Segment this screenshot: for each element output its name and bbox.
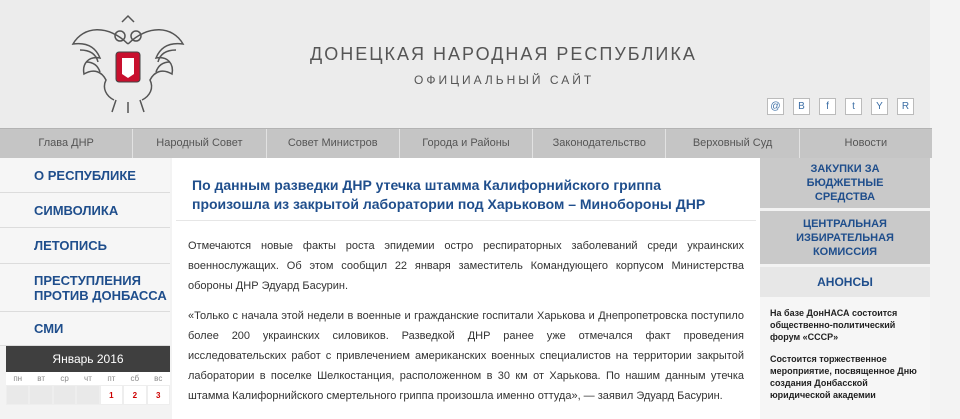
site-header — [0, 0, 960, 128]
announcement-item[interactable]: Состоится торжественное мероприятие, посвященное Дню создания Донбасской юридической академии — [770, 354, 917, 400]
calendar-widget — [6, 346, 170, 405]
sidebar-item-crimes[interactable]: ПРЕСТУПЛЕНИЯ ПРОТИВ ДОНБАССА — [0, 264, 170, 312]
announcements-title: АНОНСЫ — [760, 267, 930, 297]
weekday-label: ср — [60, 374, 69, 383]
weekday-label: вс — [154, 374, 163, 383]
sidebar-item-symbols[interactable]: СИМВОЛИКА — [0, 193, 170, 228]
nav-cities-districts[interactable]: Города и Районы — [400, 129, 533, 158]
article-panel — [172, 158, 760, 419]
coat-of-arms-logo[interactable] — [68, 14, 188, 114]
weekday-label: пт — [107, 374, 116, 383]
vk-icon[interactable]: B — [793, 98, 810, 115]
page-margin — [930, 0, 960, 128]
nav-peoples-council[interactable]: Народный Совет — [133, 129, 266, 158]
article-paragraph: Отмечаются новые факты роста эпидемии остро респираторных заболеваний среди украинских военнослужащих. Об этом сообщил 22 января заместитель Командующего корпусом Министерства обороны ДНР Эдуард Басурин. — [188, 240, 744, 292]
calendar-week — [6, 385, 170, 405]
site-title: ДОНЕЦКАЯ НАРОДНАЯ РЕСПУБЛИКА — [310, 44, 697, 64]
article-title[interactable]: По данным разведки ДНР утечка штамма Калифорнийского гриппа произошла из закрытой лаборатории под Харьковом – Минобороны ДНР — [192, 177, 706, 212]
weekday-label: вт — [37, 374, 45, 383]
calendar-day[interactable]: 3 — [147, 385, 170, 405]
facebook-icon[interactable]: f — [819, 98, 836, 115]
sidebar-item-about[interactable]: О РЕСПУБЛИКЕ — [0, 158, 170, 193]
weekday-label: чт — [84, 374, 92, 383]
article-paragraph: «Только с начала этой недели в военные и гражданские госпитали Харькова и Днепропетровска поступило более 200 украинских силовиков. Разведкой ДНР ранее уже отмечался факт проведения исследовательских работ с привлечением американских военных специалистов на территории закрытой лаборатории в поселке Шелкостанция, расположенном в 30 км от Харькова. По нашим данным утечка штамма Калифорнийского смертельного гриппа произошла именно оттуда», — заявил Эдуард Басурин. — [188, 310, 744, 402]
election-commission-link[interactable]: ЦЕНТРАЛЬНАЯ ИЗБИРАТЕЛЬНАЯ КОМИССИЯ — [760, 211, 930, 267]
calendar-empty-cell — [76, 385, 99, 405]
nav-head-of-dnr[interactable]: Глава ДНР — [0, 129, 133, 158]
top-navigation — [0, 128, 932, 158]
weekday-label: пн — [13, 374, 23, 383]
nav-supreme-court[interactable]: Верховный Суд — [666, 129, 799, 158]
sidebar-item-media[interactable]: СМИ — [0, 312, 170, 346]
nav-legislation[interactable]: Законодательство — [533, 129, 666, 158]
calendar-weekdays — [6, 372, 170, 385]
right-sidebar — [760, 158, 930, 419]
calendar-day[interactable]: 1 — [100, 385, 123, 405]
sidebar-item-chronicle[interactable]: ЛЕТОПИСЬ — [0, 228, 170, 264]
site-subtitle: ОФИЦИАЛЬНЫЙ САЙТ — [414, 73, 595, 87]
social-links — [767, 98, 914, 115]
calendar-empty-cell — [6, 385, 29, 405]
weekday-label: сб — [130, 374, 140, 383]
sidebar — [0, 158, 170, 346]
email-icon[interactable]: @ — [767, 98, 784, 115]
rss-icon[interactable]: R — [897, 98, 914, 115]
calendar-empty-cell — [53, 385, 76, 405]
youtube-icon[interactable]: Y — [871, 98, 888, 115]
calendar-day[interactable]: 2 — [123, 385, 146, 405]
divider — [176, 220, 756, 221]
article-body — [188, 236, 744, 416]
twitter-icon[interactable]: t — [845, 98, 862, 115]
nav-news[interactable]: Новости — [844, 137, 888, 149]
nav-council-of-ministers[interactable]: Совет Министров — [267, 129, 400, 158]
calendar-empty-cell — [29, 385, 52, 405]
announcement-item[interactable]: На базе ДонНАСА состоится общественно-политический форум «СССР» — [770, 308, 898, 342]
procurement-link[interactable]: ЗАКУПКИ ЗА БЮДЖЕТНЫЕ СРЕДСТВА — [760, 158, 930, 211]
calendar-month[interactable]: Январь 2016 — [6, 346, 170, 372]
